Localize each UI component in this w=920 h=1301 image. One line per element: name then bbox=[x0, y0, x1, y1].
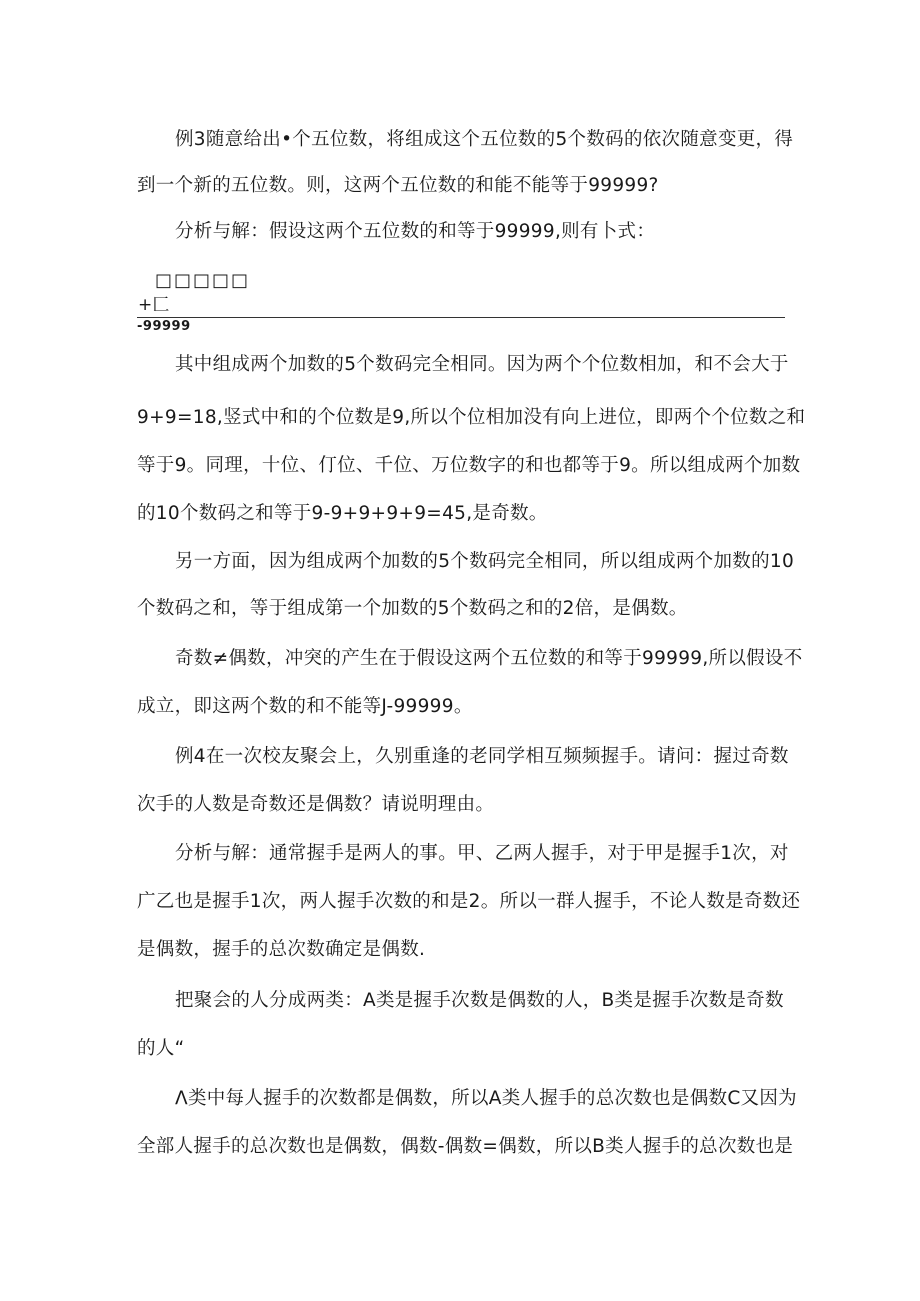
vertical-sum-rule bbox=[137, 317, 785, 318]
paragraph-example3-line1: 例3随意给出•个五位数，将组成这个五位数的5个数码的依次随意变更，得 bbox=[175, 129, 794, 150]
paragraph-conclusion-line2: 成立，即这两个数的和不能等J-99999。 bbox=[137, 696, 473, 717]
paragraph-example3-line2: 到一个新的五位数。则，这两个五位数的和能不能等于99999? bbox=[137, 175, 659, 196]
paragraph-digits-line3: 等于9。同理，十位、仃位、千位、万位数字的和也都等于9。所以组成两个加数 bbox=[137, 455, 801, 476]
paragraph-conclusion-line1: 奇数≠偶数，冲突的产生在于假设这两个五位数的和等于99999,所以假设不 bbox=[175, 648, 803, 669]
vertical-sum-plus-row: +匚 bbox=[138, 295, 170, 315]
vertical-sum-addend-boxes: □□□□□ bbox=[155, 270, 251, 291]
paragraph-class-a-line2: 全部人握手的总次数也是偶数，偶数-偶数=偶数，所以B类人握手的总次数也是 bbox=[137, 1136, 794, 1157]
analysis-intro-line: 分析与解：假设这两个五位数的和等于99999,则有卜式： bbox=[175, 221, 656, 242]
paragraph-other-hand-line1: 另一方面，因为组成两个加数的5个数码完全相同，所以组成两个加数的10 bbox=[175, 551, 795, 572]
paragraph-handshake-line2: 广乙也是握手1次，两人握手次数的和是2。所以一群人握手，不论人数是奇数还 bbox=[137, 891, 801, 912]
paragraph-example4-line2: 次手的人数是奇数还是偶数？请说明理由。 bbox=[137, 794, 495, 815]
paragraph-digits-line4: 的10个数码之和等于9-9+9+9+9=45,是奇数。 bbox=[137, 503, 548, 524]
paragraph-example4-line1: 例4在一次校友聚会上，久别重逢的老同学相互频频握手。请问：握过奇数 bbox=[175, 746, 789, 767]
paragraph-class-a-line1: Λ类中每人握手的次数都是偶数，所以A类人握手的总次数也是偶数C又因为 bbox=[175, 1088, 797, 1109]
paragraph-other-hand-line2: 个数码之和，等于组成第一个加数的5个数码之和的2倍，是偶数。 bbox=[137, 598, 688, 619]
paragraph-classes-line2: 的人“ bbox=[137, 1038, 185, 1059]
paragraph-handshake-line3: 是偶数，握手的总次数确定是偶数. bbox=[137, 939, 426, 960]
paragraph-handshake-line1: 分析与解：通常握手是两人的事。甲、乙两人握手，对于甲是握手1次，对 bbox=[175, 843, 789, 864]
vertical-sum-result: -99999 bbox=[137, 319, 191, 334]
paragraph-classes-line1: 把聚会的人分成两类：A类是握手次数是偶数的人，B类是握手次数是奇数 bbox=[175, 990, 784, 1011]
paragraph-digits-line1: 其中组成两个加数的5个数码完全相同。因为两个个位数相加，和不会大于 bbox=[175, 354, 789, 375]
paragraph-digits-line2: 9+9=18,竖式中和的个位数是9,所以个位相加没有向上进位，即两个个位数之和 bbox=[137, 407, 806, 428]
